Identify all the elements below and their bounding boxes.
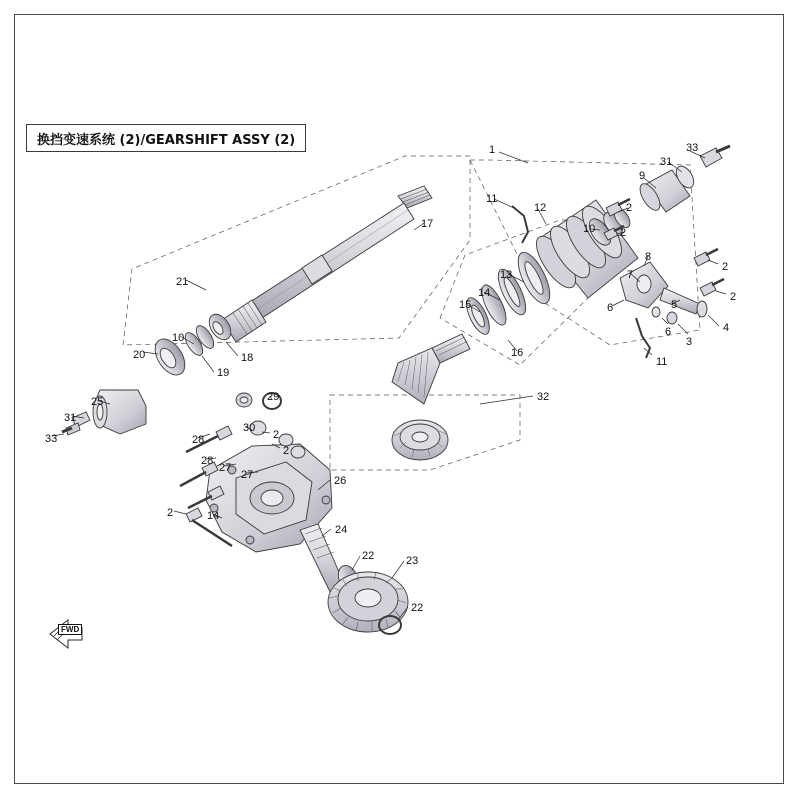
callout-33: 33 [686,142,699,154]
callout-2-f: 2 [273,429,280,441]
callout-6-b: 6 [665,326,672,338]
callout-10-b: 10 [172,332,185,344]
callout-8: 8 [645,251,652,263]
diagram-title-box [26,124,306,152]
callout-2-g: 2 [167,507,174,519]
callout-11-b: 11 [656,356,668,368]
callout-19: 19 [217,367,230,379]
callout-14-b: 14 [207,510,220,522]
callout-3: 3 [686,336,693,348]
callout-14-a: 14 [478,287,491,299]
callout-17: 17 [421,218,434,230]
callout-21: 21 [176,276,189,288]
callout-22-b: 22 [411,602,424,614]
forward-direction-marker [44,618,82,644]
page-title: 换挡变速系统 (2)/GEARSHIFT ASSY (2) [37,132,296,148]
callout-30: 30 [243,422,256,434]
callout-10-a: 10 [583,223,596,235]
callout-20: 20 [133,349,146,361]
callout-12: 12 [534,202,547,214]
callout-2-a: 2 [626,202,633,214]
callout-4: 4 [723,322,730,334]
callout-26: 26 [334,475,347,487]
fwd-label: FWD [58,624,82,635]
callout-2-b: 2 [620,227,627,239]
callout-6-a: 6 [607,302,614,314]
callout-7: 7 [627,269,634,281]
callout-24: 24 [335,524,348,536]
callout-28-a: 28 [192,434,205,446]
callout-9: 9 [639,170,646,182]
callout-5: 5 [671,299,678,311]
callout-2-c: 2 [722,261,729,273]
callout-29: 29 [267,391,280,403]
callout-11: 11 [486,193,498,205]
callout-2-e: 2 [283,445,290,457]
callout-16: 16 [511,347,524,359]
callout-18: 18 [241,352,254,364]
callout-22-a: 22 [362,550,375,562]
callout-15: 15 [459,299,472,311]
callout-31-b: 31 [64,412,77,424]
callout-23: 23 [406,555,419,567]
callout-33-b: 33 [45,433,58,445]
callout-1: 1 [489,144,496,156]
callout-13: 13 [500,269,513,281]
callout-2-d: 2 [730,291,737,303]
callout-25: 25 [91,396,104,408]
callout-28-b: 28 [201,455,214,467]
callout-32: 32 [537,391,550,403]
callout-27-a: 27 [219,462,232,474]
callout-27-b: 27 [241,469,254,481]
callout-31: 31 [660,156,673,168]
